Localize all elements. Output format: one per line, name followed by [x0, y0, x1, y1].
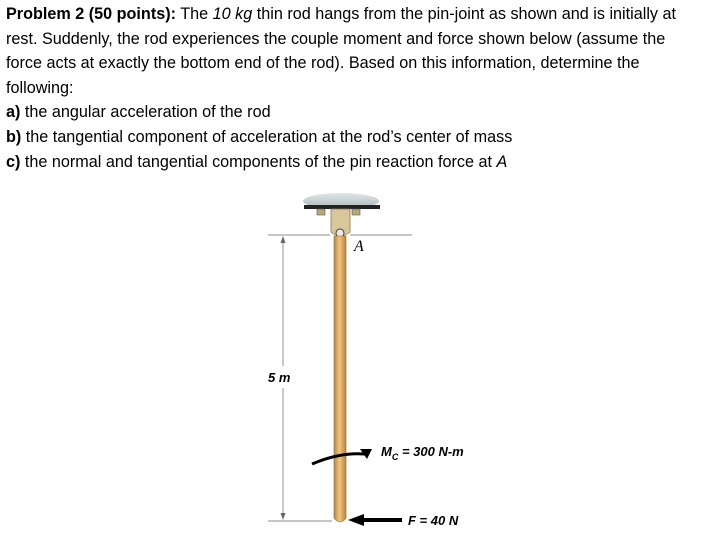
problem-text: thin rod hangs from the pin-joint as shown and is initially at	[252, 5, 677, 23]
problem-line-2: rest. Suddenly, the rod experiences the couple moment and force shown below (assume the	[6, 29, 666, 48]
bolt-left	[317, 209, 325, 215]
part-text: the normal and tangential components of the pin reaction force at	[20, 152, 497, 171]
rod-mass: 10 kg	[212, 5, 253, 23]
part-label: c)	[6, 152, 21, 171]
ceiling-support	[303, 193, 380, 237]
moment-symbol: M	[381, 444, 392, 459]
pin-reference: A	[496, 152, 508, 171]
length-label: 5 m	[268, 370, 291, 385]
part-text: the angular acceleration of the rod	[20, 103, 271, 122]
part-text: the tangential component of acceleration at the rod’s center of mass	[21, 127, 513, 146]
force-arrow	[348, 514, 402, 526]
problem-line-3: force acts at exactly the bottom end of the rod). Based on this information, determine the	[6, 54, 640, 73]
dimension-arrow-down	[281, 513, 286, 520]
moment-subscript: C	[391, 452, 399, 462]
problem-title: Problem 2 (50 points):	[6, 5, 176, 23]
problem-text: The	[176, 5, 213, 23]
dimension-arrow-up	[281, 236, 286, 243]
moment-value: = 300 N-m	[398, 444, 464, 459]
thin-rod	[334, 236, 346, 522]
bolt-right	[352, 209, 360, 215]
problem-line-4: following:	[6, 78, 74, 97]
force-arrowhead	[348, 514, 364, 526]
moment-label	[381, 444, 464, 462]
part-label: b)	[6, 127, 22, 146]
part-label: a)	[6, 103, 21, 122]
pin-label-a: A	[354, 238, 364, 255]
force-label: F = 40 N	[408, 513, 459, 528]
ceiling-plate	[304, 205, 380, 209]
